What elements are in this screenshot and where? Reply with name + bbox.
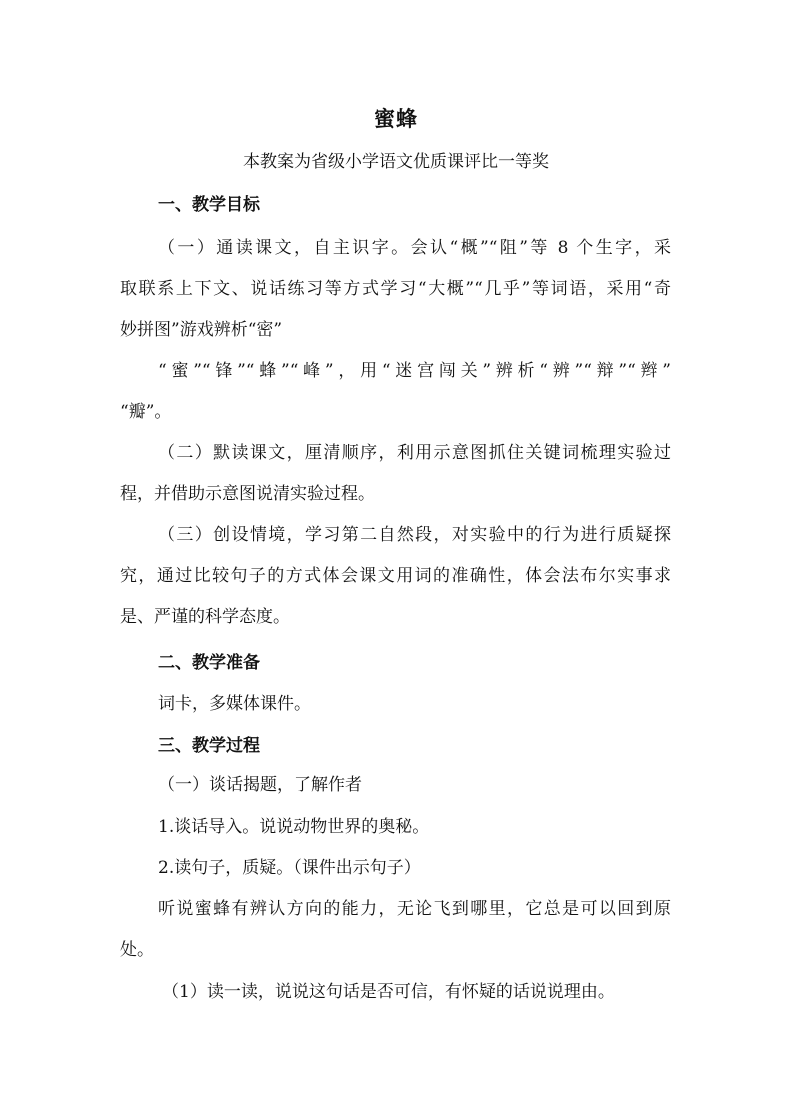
- paragraph-line: 妙拼图”游戏辨析“密”: [120, 320, 283, 340]
- question-item: （1）读一读，说说这句话是否可信，有怀疑的话说说理由。: [162, 982, 615, 1002]
- document-title: 蜜蜂: [374, 107, 418, 131]
- paragraph-line: 是、严谨的科学态度。: [120, 607, 290, 627]
- section-heading-process: 三、教学过程: [158, 736, 260, 756]
- paragraph-line: “瓣”。: [120, 402, 172, 422]
- document-subtitle: 本教案为省级小学语文优质课评比一等奖: [243, 152, 549, 172]
- quoted-sentence-line: 处。: [120, 940, 154, 960]
- paragraph-line: 取联系上下文、说话练习等方式学习“大概”“几乎”等词语，采用“奇: [120, 279, 671, 299]
- paragraph-line: 词卡，多媒体课件。: [158, 694, 311, 714]
- quoted-sentence-line: 听说蜜蜂有辨认方向的能力，无论飞到哪里，它总是可以回到原: [158, 899, 671, 919]
- list-item: 2.读句子，质疑。（课件出示句子）: [158, 858, 421, 878]
- subsection-title: （一）谈话揭题，了解作者: [158, 775, 362, 795]
- section-heading-preparation: 二、教学准备: [158, 653, 260, 673]
- paragraph-line: 究，通过比较句子的方式体会课文用词的准确性，体会法布尔实事求: [120, 566, 671, 586]
- section-heading-objectives: 一、教学目标: [158, 195, 260, 215]
- list-item: 1.谈话导入。说说动物世界的奥秘。: [158, 817, 430, 837]
- paragraph-line: （三）创设情境，学习第二自然段，对实验中的行为进行质疑探: [158, 525, 671, 545]
- paragraph-line: （二）默读课文，厘清顺序，利用示意图抓住关键词梳理实验过: [158, 443, 671, 463]
- paragraph-line: 程，并借助示意图说清实验过程。: [120, 484, 375, 504]
- paragraph-line: （一）通读课文，自主识字。会认“概”“阻”等 8 个生字，采: [158, 238, 671, 258]
- paragraph-line: “蜜”“锋”“蜂”“峰”，用“迷宫闯关”辨析“辨”“辩”“辫”: [158, 361, 671, 381]
